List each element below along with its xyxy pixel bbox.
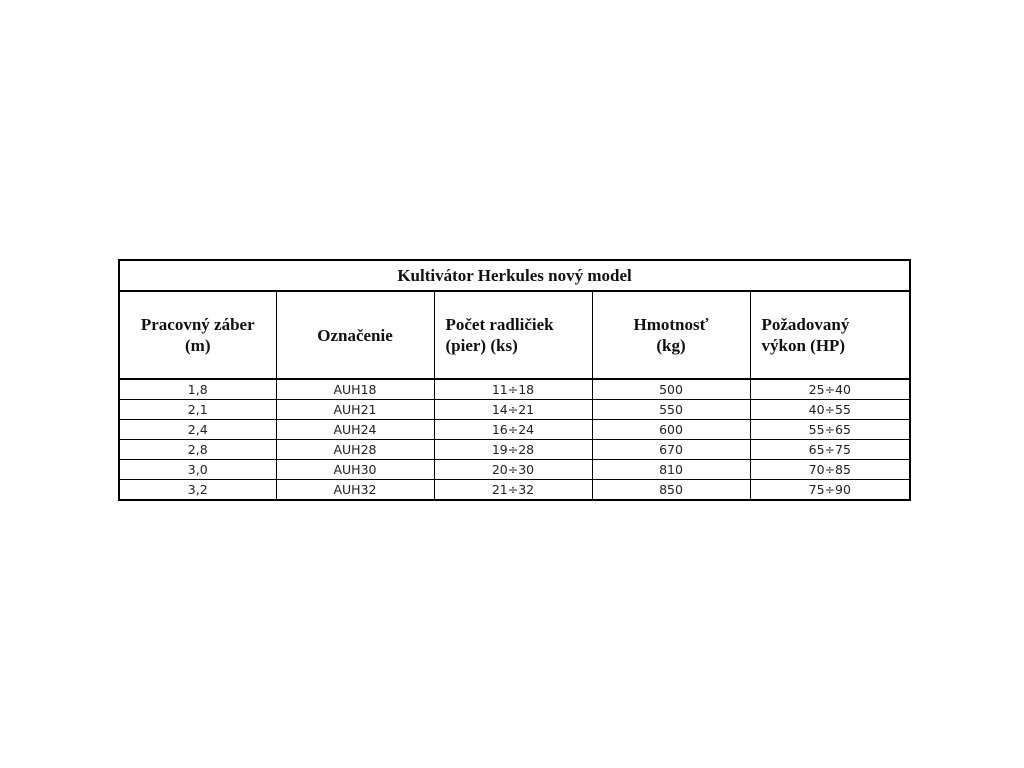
cell-weight: 550: [592, 400, 750, 420]
header-label: Hmotnosť: [633, 315, 709, 334]
table-row: [119, 420, 910, 440]
header-row: [119, 291, 910, 379]
header-working-width: [119, 291, 276, 379]
header-label: Označenie: [317, 325, 393, 345]
table-row: [119, 400, 910, 420]
cell-weight: 500: [592, 379, 750, 400]
cell-required-power: 65÷75: [750, 440, 910, 460]
header-unit: výkon (HP): [761, 336, 846, 355]
title-row: [119, 260, 910, 291]
cell-working-width: 2,1: [119, 400, 276, 420]
header-label: Požadovaný: [761, 315, 850, 334]
header-unit: (kg): [656, 336, 686, 355]
cell-designation: AUH18: [276, 379, 434, 400]
cell-required-power: 40÷55: [750, 400, 910, 420]
table-row: [119, 460, 910, 480]
cell-weight: 850: [592, 480, 750, 501]
cell-weight: 670: [592, 440, 750, 460]
cell-designation: AUH28: [276, 440, 434, 460]
table-row: [119, 379, 910, 400]
cell-designation: AUH21: [276, 400, 434, 420]
header-designation: [276, 291, 434, 379]
cell-designation: AUH24: [276, 420, 434, 440]
cell-tine-count: 20÷30: [434, 460, 592, 480]
cell-required-power: 55÷65: [750, 420, 910, 440]
cell-required-power: 25÷40: [750, 379, 910, 400]
cell-working-width: 3,0: [119, 460, 276, 480]
cell-designation: AUH30: [276, 460, 434, 480]
specification-table: [118, 259, 911, 501]
cell-tine-count: 21÷32: [434, 480, 592, 501]
cell-working-width: 2,4: [119, 420, 276, 440]
cell-weight: 810: [592, 460, 750, 480]
cell-tine-count: 14÷21: [434, 400, 592, 420]
header-label: Počet radličiek: [445, 315, 554, 334]
cell-designation: AUH32: [276, 480, 434, 501]
table-title: Kultivátor Herkules nový model: [119, 260, 910, 291]
header-label: Pracovný záber: [140, 315, 255, 334]
cell-tine-count: 11÷18: [434, 379, 592, 400]
cell-required-power: 75÷90: [750, 480, 910, 501]
header-required-power: [750, 291, 910, 379]
table-row: [119, 480, 910, 501]
header-unit: (m): [185, 336, 211, 355]
cell-weight: 600: [592, 420, 750, 440]
cell-working-width: 2,8: [119, 440, 276, 460]
table-row: [119, 440, 910, 460]
header-tine-count: [434, 291, 592, 379]
header-unit: (pier) (ks): [445, 336, 518, 355]
cell-working-width: 3,2: [119, 480, 276, 501]
cell-required-power: 70÷85: [750, 460, 910, 480]
header-weight: [592, 291, 750, 379]
cell-tine-count: 16÷24: [434, 420, 592, 440]
cell-tine-count: 19÷28: [434, 440, 592, 460]
cell-working-width: 1,8: [119, 379, 276, 400]
